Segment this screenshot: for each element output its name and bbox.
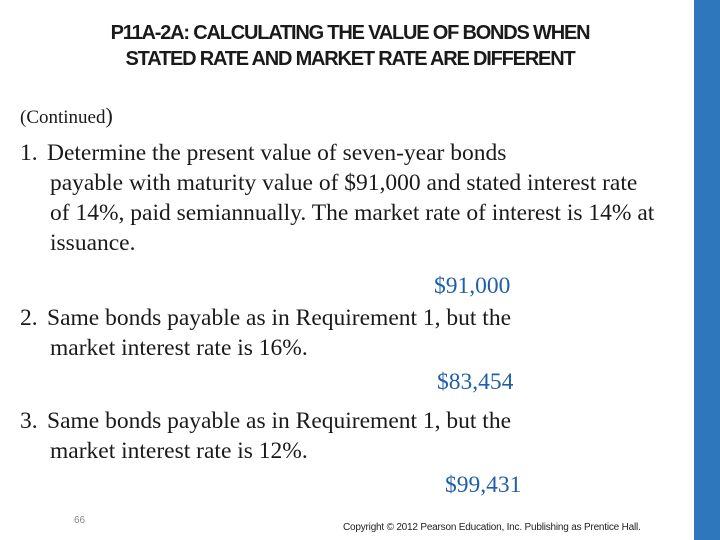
title-line-2: STATED RATE AND MARKET RATE ARE DIFFERENT — [125, 48, 575, 70]
page-number: 66 — [74, 515, 86, 526]
problem-1 — [20, 138, 660, 258]
problem-3-first-line — [20, 408, 511, 434]
problem-1-answer: $91,000 — [434, 273, 511, 299]
slide-title — [20, 20, 680, 72]
problem-3-answer: $99,431 — [445, 472, 522, 498]
title-line-1: P11A-2A: CALCULATING THE VALUE OF BONDS WHEN — [110, 22, 590, 44]
problem-1-first-line — [20, 140, 506, 166]
problem-1-continuation: payable with maturity value of $91,000 and stated interest rate of 14%, paid semiannually. The market rate of interest is 14% at issuance. — [50, 170, 655, 256]
accent-bar — [694, 0, 720, 540]
problem-3-number: 3. — [20, 408, 38, 434]
continued-text: (Continued — [20, 107, 106, 128]
problem-1-number: 1. — [20, 140, 38, 166]
problem-2-continuation: market interest rate is 16%. — [50, 335, 308, 361]
problem-3-continuation: market interest rate is 12%. — [50, 438, 308, 464]
problem-3-text: Same bonds payable as in Requirement 1, but the — [47, 408, 512, 434]
problem-2-answer: $83,454 — [437, 369, 514, 395]
problem-2-first-line — [20, 305, 511, 331]
problem-2 — [20, 303, 660, 363]
problem-1-text: Determine the present value of seven-year bonds — [47, 140, 507, 166]
problem-2-text: Same bonds payable as in Requirement 1, but the — [47, 305, 512, 331]
continued-paren: ) — [105, 103, 113, 128]
problem-3 — [20, 406, 660, 466]
copyright-notice: Copyright © 2012 Pearson Education, Inc. Publishing as Prentice Hall. — [343, 522, 641, 533]
continued-label — [20, 103, 113, 129]
problem-2-number: 2. — [20, 305, 38, 331]
